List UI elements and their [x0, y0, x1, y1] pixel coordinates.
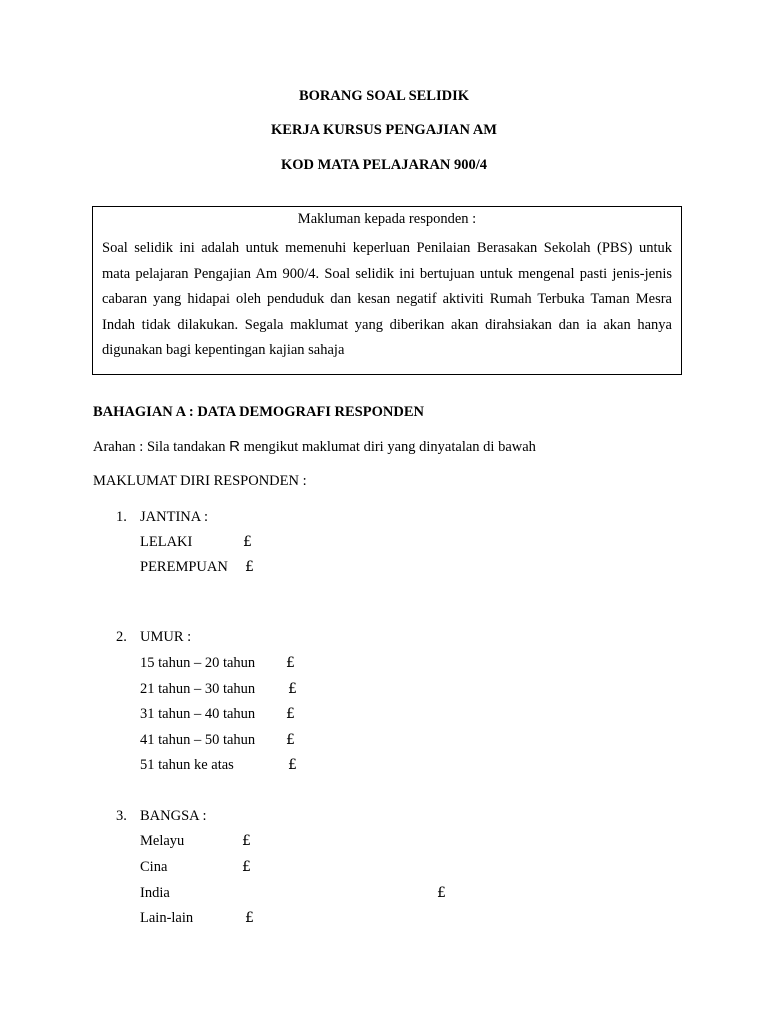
question-number: 2.	[116, 629, 127, 645]
instruction-text	[93, 438, 536, 456]
question-label-gender: JANTINA :	[140, 509, 209, 525]
question-number: 3.	[116, 808, 127, 824]
notice-box	[92, 206, 682, 375]
option-label: Cina	[140, 859, 168, 875]
checkbox[interactable]: £	[245, 559, 254, 575]
checkbox[interactable]: £	[243, 534, 252, 550]
notice-title: Makluman kepada responden :	[297, 211, 477, 227]
instruction-suffix: mengikut maklumat diri yang dinyatalan di bawah	[239, 439, 536, 455]
option-label: 41 tahun – 50 tahun	[140, 732, 256, 748]
question-label-race: BANGSA :	[140, 808, 207, 824]
option-label: LELAKI	[140, 534, 193, 550]
option-label: 31 tahun – 40 tahun	[140, 706, 256, 722]
checkbox[interactable]: £	[437, 885, 446, 901]
checkbox[interactable]: £	[286, 732, 295, 748]
checkbox[interactable]: £	[242, 859, 251, 875]
section-a-title: BAHAGIAN A : DATA DEMOGRAFI RESPONDEN	[93, 404, 424, 420]
option-label: Lain-lain	[140, 910, 194, 926]
tick-symbol: R	[229, 438, 240, 455]
form-title: BORANG SOAL SELIDIK	[298, 88, 470, 104]
checkbox[interactable]: £	[288, 681, 297, 697]
checkbox[interactable]: £	[286, 655, 295, 671]
option-label: India	[140, 885, 170, 901]
option-label: PEREMPUAN	[140, 559, 228, 575]
option-label: 15 tahun – 20 tahun	[140, 655, 256, 671]
subject-code: KOD MATA PELAJARAN 900/4	[280, 157, 488, 173]
form-subtitle: KERJA KURSUS PENGAJIAN AM	[271, 122, 497, 138]
option-label: Melayu	[140, 833, 185, 849]
question-number: 1.	[116, 509, 127, 525]
respondent-info-label: MAKLUMAT DIRI RESPONDEN :	[93, 473, 307, 489]
checkbox[interactable]: £	[242, 833, 251, 849]
instruction-prefix: Arahan : Sila tandakan	[93, 439, 230, 455]
option-label: 51 tahun ke atas	[140, 757, 234, 773]
checkbox[interactable]: £	[245, 910, 254, 926]
notice-body: Soal selidik ini adalah untuk memenuhi keperluan Penilaian Berasakan Sekolah (PBS) untuk mata pelajaran Pengajian Am 900/4. Soal selidik ini bertujuan untuk mengenal pasti jenis-jenis cabaran yang hidapai oleh penduduk dan kesan negatif aktiviti Rumah Terbuka Taman Mesra Indah tidak dilakukan. Segala maklumat yang diberikan akan dirahsiakan dan ia akan hanya digunakan bagi kepentingan kajian sahaja	[102, 240, 672, 358]
option-label: 21 tahun – 30 tahun	[140, 681, 256, 697]
checkbox[interactable]: £	[286, 706, 295, 722]
checkbox[interactable]: £	[288, 757, 297, 773]
question-label-age: UMUR :	[140, 629, 192, 645]
